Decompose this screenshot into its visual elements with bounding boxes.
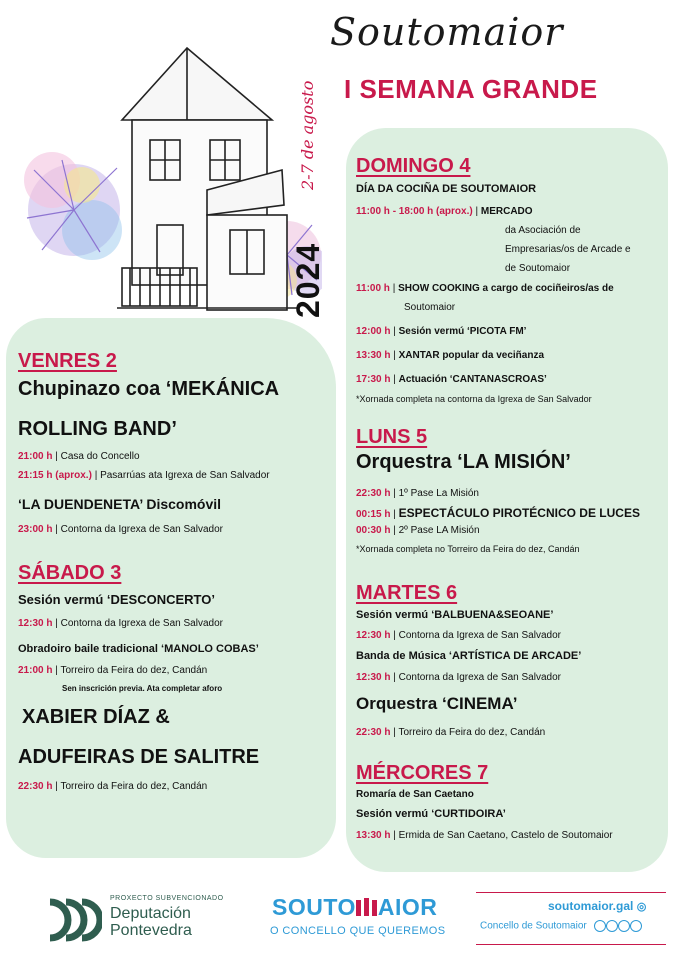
event-place: Torreiro da Feira do dez, Candán: [398, 727, 546, 738]
event-place: Sesión vermú ‘PICOTA FM’: [398, 326, 527, 337]
day-luns: LUNS 5: [356, 426, 428, 448]
luns-headline: Orquestra ‘LA MISIÓN’: [356, 451, 571, 473]
event-time: 12:30 h: [356, 672, 391, 683]
event-place: ESPECTÁCULO PIROTÉCNICO DE LUCES: [398, 506, 640, 520]
page-title: I SEMANA GRANDE: [344, 74, 598, 104]
sponsor-name-1: Deputación: [110, 905, 191, 922]
event-time: 12:00 h: [356, 326, 391, 337]
event-row: 21:00 h | Casa do Concello: [18, 451, 140, 462]
event-time: 21:15 h (aprox.): [18, 470, 92, 481]
event-place: Torreiro da Feira do dez, Candán: [60, 665, 208, 676]
event-place: Torreiro da Feira do dez, Candán: [60, 781, 208, 792]
day-sabado: SÁBADO 3: [18, 562, 122, 584]
event-row: 11:00 h | SHOW COOKING a cargo de cociñeiros/as de: [356, 283, 614, 294]
event-row: 21:15 h (aprox.) | Pasarrúas ata Igrexa de San Salvador: [18, 470, 270, 481]
brand-logo: [272, 894, 437, 921]
event-act: Sesión vermú ‘DESCONCERTO’: [18, 592, 215, 607]
venres-headline-2: ROLLING BAND’: [18, 418, 177, 440]
event-detail: da Asociación de: [505, 225, 581, 236]
event-row: 00:15 h | ESPECTÁCULO PIROTÉCNICO DE LUCES: [356, 506, 640, 520]
event-act: Sesión vermú ‘CURTIDOIRA’: [356, 808, 506, 820]
event-time: 11:00 h: [356, 283, 390, 294]
right-schedule-panel: [346, 128, 668, 872]
social-name: Concello de Soutomaior: [480, 920, 587, 932]
sponsor-note: PROXECTO SUBVENCIONADO: [110, 895, 224, 902]
event-row: 17:30 h | Actuación ‘CANTANASCROAS’: [356, 374, 547, 385]
martes-headline: Orquestra ‘CINEMA’: [356, 694, 518, 713]
sabado-headline-2: ADUFEIRAS DE SALITRE: [18, 746, 260, 768]
brand-tagline: O CONCELLO QUE QUEREMOS: [270, 925, 446, 937]
event-time: 13:30 h: [356, 830, 391, 841]
event-detail: de Soutomaior: [505, 263, 571, 274]
day-note: *Xornada completa na contorna da Igrexa de San Salvador: [356, 394, 592, 404]
event-row: 12:00 h | Sesión vermú ‘PICOTA FM’: [356, 326, 527, 337]
event-detail: Soutomaior: [404, 302, 456, 313]
event-time: 23:00 h: [18, 524, 53, 535]
brand-m-icon: [356, 898, 378, 916]
website-text: soutomaior.gal: [548, 899, 634, 913]
event-time: 22:30 h: [18, 781, 53, 792]
footer-divider: [476, 944, 666, 945]
venres-headline-1: Chupinazo coa ‘MEKÁNICA: [18, 378, 280, 400]
event-time: 13:30 h: [356, 350, 391, 361]
event-row: 12:30 h | Contorna da Igrexa de San Salvador: [356, 630, 561, 641]
facebook-icon[interactable]: [606, 920, 618, 932]
day-note: *Xornada completa no Torreiro da Feira do dez, Candán: [356, 544, 580, 554]
title-script: Soutomaior: [330, 10, 564, 54]
event-place: Actuación ‘CANTANASCROAS’: [398, 374, 547, 385]
event-act: Sesión vermú ‘BALBUENA&SEOANE’: [356, 609, 554, 621]
event-row: 23:00 h | Contorna da Igrexa de San Salvador: [18, 524, 223, 535]
event-row: 13:30 h | Ermida de San Caetano, Castelo de Soutomaior: [356, 830, 613, 841]
sabado-headline-1: XABIER DÍAZ &: [22, 706, 170, 728]
social-row: [480, 920, 642, 932]
deputacion-logo-icon: [44, 896, 102, 944]
event-place: 1º Pase La Misión: [398, 488, 479, 499]
event-place: Contorna da Igrexa de San Salvador: [398, 630, 561, 641]
event-row: 21:00 h | Torreiro da Feira do dez, Candán: [18, 665, 208, 676]
tower-illustration: [22, 40, 322, 330]
event-time: 11:00 h - 18:00 h (aprox.): [356, 206, 473, 217]
building-drawing: [117, 48, 297, 310]
event-row: 13:30 h | XANTAR popular da veciñanza: [356, 350, 545, 361]
event-time: 12:30 h: [356, 630, 391, 641]
day-mercores: MÉRCORES 7: [356, 762, 489, 784]
sponsor-name-2: Pontevedra: [110, 922, 192, 939]
event-row: 22:30 h | Torreiro da Feira do dez, Candán: [18, 781, 208, 792]
event-time: 22:30 h: [356, 488, 391, 499]
brand-left: SOUTO: [272, 894, 356, 920]
day-martes: MARTES 6: [356, 582, 458, 604]
event-place: Casa do Concello: [60, 451, 140, 462]
event-act: ‘LA DUENDENETA’ Discomóvil: [18, 496, 222, 512]
brand-right: AIOR: [377, 894, 438, 920]
event-time: 21:00 h: [18, 665, 53, 676]
footer-divider: [476, 892, 666, 893]
event-place: 2º Pase LA Misión: [398, 525, 480, 536]
event-time: 21:00 h: [18, 451, 53, 462]
day-subtitle: DÍA DA COCIÑA DE SOUTOMAIOR: [356, 183, 537, 195]
year-label: 2024: [290, 242, 326, 318]
event-place: Pasarrúas ata Igrexa de San Salvador: [100, 470, 270, 481]
event-row: 22:30 h | 1º Pase La Misión: [356, 488, 479, 499]
event-time: 12:30 h: [18, 618, 53, 629]
event-place: XANTAR popular da veciñanza: [398, 350, 545, 361]
event-act: Banda de Música ‘ARTÍSTICA DE ARCADE’: [356, 650, 582, 662]
event-place: Contorna da Igrexa de San Salvador: [60, 618, 223, 629]
event-place: Ermida de San Caetano, Castelo de Soutomaior: [398, 830, 613, 841]
event-time: 22:30 h: [356, 727, 391, 738]
event-place: Contorna da Igrexa de San Salvador: [60, 524, 223, 535]
event-time: 17:30 h: [356, 374, 391, 385]
event-place: MERCADO: [480, 206, 533, 217]
event-detail: Empresarias/os de Arcade e: [505, 244, 631, 255]
day-domingo: DOMINGO 4: [356, 155, 471, 177]
tiktok-icon[interactable]: [630, 920, 642, 932]
date-range: 2-7 de agosto: [298, 80, 317, 190]
twitter-icon[interactable]: [618, 920, 630, 932]
day-venres: VENRES 2: [18, 350, 117, 372]
event-row: 00:30 h | 2º Pase LA Misión: [356, 525, 480, 536]
event-row: 11:00 h - 18:00 h (aprox.) | MERCADO: [356, 206, 533, 217]
event-time: 00:30 h: [356, 525, 391, 536]
globe-icon: ◎: [636, 901, 647, 913]
website-link[interactable]: [548, 899, 646, 913]
event-row: 12:30 h | Contorna da Igrexa de San Salvador: [18, 618, 223, 629]
instagram-icon[interactable]: [594, 920, 606, 932]
event-row: 12:30 h | Contorna da Igrexa de San Salvador: [356, 672, 561, 683]
event-row: 22:30 h | Torreiro da Feira do dez, Candán: [356, 727, 546, 738]
event-place: Contorna da Igrexa de San Salvador: [398, 672, 561, 683]
event-act: Romaría de San Caetano: [356, 789, 474, 800]
event-time: 00:15 h: [356, 509, 391, 520]
event-note: Sen inscrición previa. Ata completar aforo: [62, 684, 223, 693]
event-act: Obradoiro baile tradicional ‘MANOLO COBAS’: [18, 643, 259, 655]
event-place: SHOW COOKING a cargo de cociñeiros/as de: [398, 283, 614, 294]
